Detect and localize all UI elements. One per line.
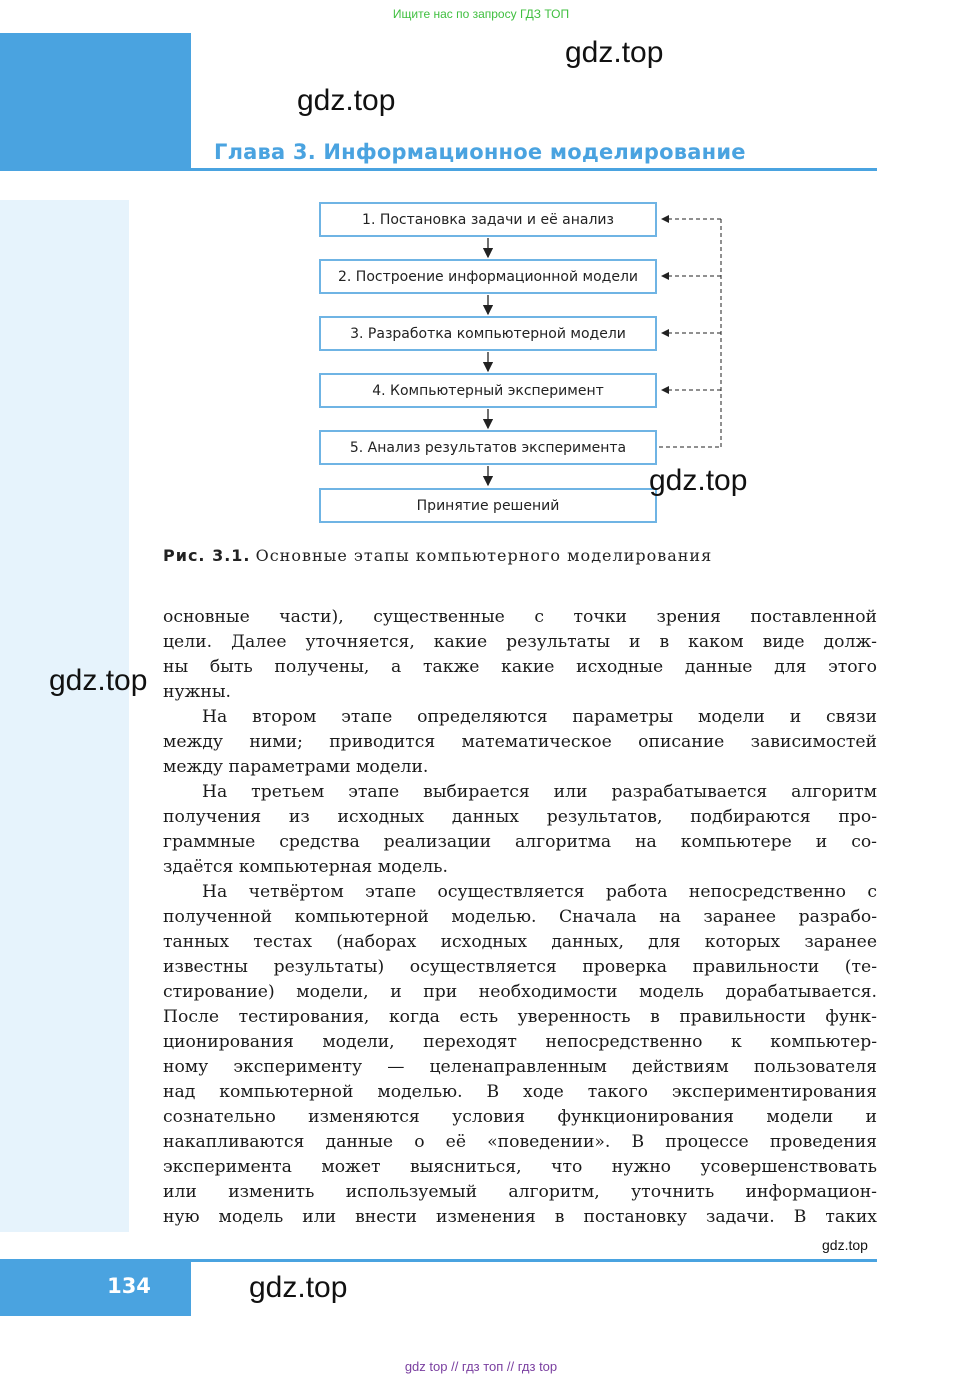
text-line: между ними; приводится математическое описание зависимостей <box>163 732 877 752</box>
text-line: На втором этапе определяются параметры модели и связи <box>202 707 877 727</box>
figure-caption-text: Основные этапы компьютерного моделирования <box>255 546 713 565</box>
body-text <box>163 605 877 1230</box>
text-line: цели. Далее уточняется, какие результаты и в каком виде долж- <box>163 632 877 652</box>
text-line: над компьютерной моделью. В ходе такого экспериментирования <box>163 1082 877 1102</box>
watermark: gdz.top <box>297 84 396 117</box>
text-line: здаётся компьютерная модель. <box>163 857 448 877</box>
text-line: или изменить используемый алгоритм, уточнить информацион- <box>163 1182 877 1202</box>
footer-rule <box>191 1259 877 1262</box>
text-line: На четвёртом этапе осуществляется работа непосредственно с <box>202 882 877 902</box>
small-watermark: gdz.top <box>822 1237 868 1253</box>
text-line: основные части), существенные с точки зрения поставленной <box>163 607 877 627</box>
text-line: полученной компьютерной моделью. Сначала на заранее разрабо- <box>163 907 877 927</box>
watermark: gdz.top <box>249 1271 348 1304</box>
flow-step-5: 5. Анализ результатов эксперимента <box>319 430 657 465</box>
text-line: эксперимента может выясниться, что нужно усовершенствовать <box>163 1157 877 1177</box>
watermark: gdz.top <box>649 464 748 497</box>
text-line: между параметрами модели. <box>163 757 429 777</box>
text-line: известны результаты) осуществляется проверка правильности (те- <box>163 957 877 977</box>
flow-step-2: 2. Построение информационной модели <box>319 259 657 294</box>
text-line: стирование) модели, и при необходимости модель дорабатывается. <box>163 982 877 1002</box>
flow-step-4: 4. Компьютерный эксперимент <box>319 373 657 408</box>
text-line: граммные средства реализации алгоритма на компьютере и со- <box>163 832 877 852</box>
figure-caption <box>163 546 712 565</box>
top-search-note: Ищите нас по запросу ГДЗ ТОП <box>392 7 570 21</box>
watermark: gdz.top <box>49 664 148 697</box>
chapter-title: Глава 3. Информационное моделирование <box>214 140 746 164</box>
text-line: ны быть получены, а также какие исходные данные для этого <box>163 657 877 677</box>
text-line: На третьем этапе выбирается или разрабатывается алгоритм <box>202 782 877 802</box>
flow-step-3: 3. Разработка компьютерной модели <box>319 316 657 351</box>
text-line: нужны. <box>163 682 231 702</box>
text-line: ному эксперименту — целенаправленным действиям пользователя <box>163 1057 877 1077</box>
text-line: ционирования модели, переходят непосредственно к компьютер- <box>163 1032 877 1052</box>
flow-decision: Принятие решений <box>319 488 657 523</box>
page-number: 134 <box>107 1274 151 1298</box>
text-line: получения из исходных данных результатов, подбираются про- <box>163 807 877 827</box>
figure-label: Рис. 3.1. <box>163 546 251 565</box>
text-line: сознательно изменяются условия функционирования модели и <box>163 1107 877 1127</box>
text-line: танных тестах (наборах исходных данных, для которых заранее <box>163 932 877 952</box>
text-line: ную модель или внести изменения в постановку задачи. В таких <box>163 1207 877 1227</box>
text-line: накапливаются данные о её «поведении». В процессе проведения <box>163 1132 877 1152</box>
text-line: После тестирования, когда есть уверенность в правильности функ- <box>163 1007 877 1027</box>
watermark: gdz.top <box>565 36 664 69</box>
flow-step-1: 1. Постановка задачи и её анализ <box>319 202 657 237</box>
bottom-watermark-note: gdz top // гдз топ // гдз top <box>404 1359 558 1374</box>
